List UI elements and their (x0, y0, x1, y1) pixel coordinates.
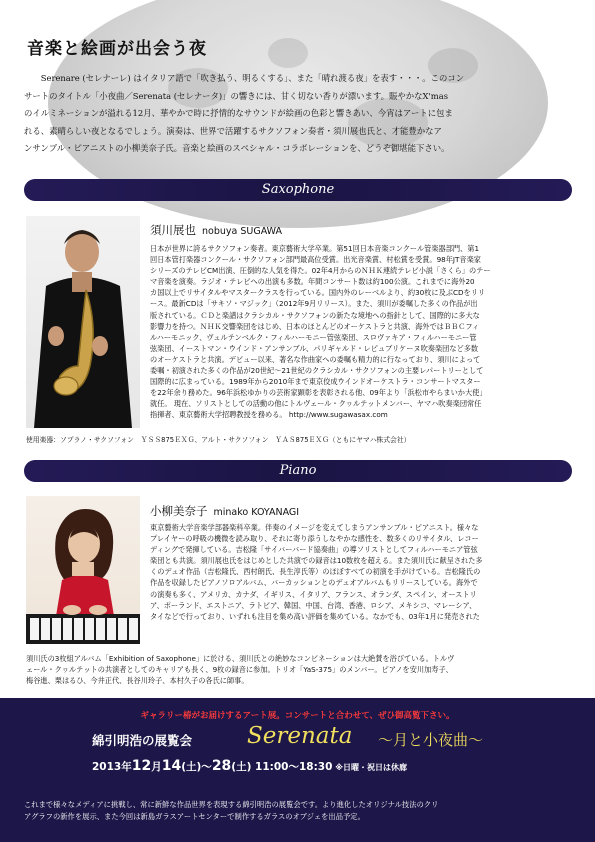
pianist-bio-continued (26, 653, 572, 686)
saxophonist-name-jp: 須川展也 (150, 223, 196, 237)
bio-line: プレイヤーの呼吸の機微を読み取り、それに寄り添うしなやかな感性を、数多くのリサイタル、レコー (150, 534, 479, 544)
bio-line: 須川氏の3枚組アルバム「Exhibition of Saxophone」に於ける、須川氏との絶妙なコンビネーションは大絶賛を浴びている。トルヴ (26, 654, 455, 663)
pianist-photo (26, 496, 140, 644)
date-start-day: 14 (161, 758, 182, 774)
pianist-name (150, 503, 299, 519)
bio-line: の演奏も多く、アメリカ、カナダ、イギリス、イタリア、フランス、オランダ、スペイン、オーストリ (150, 589, 477, 599)
bio-line: ルハーモニック、ヴュルテンベルク・フィルハーモニー管弦楽団、スロヴァキア・フィルハーモニー管 (150, 332, 477, 342)
date-end-weekday: (土) (231, 761, 252, 773)
exhibition-dates (92, 758, 407, 774)
instrument-note: 使用楽器：ソプラノ・サクソフォン ＹＳＳ875ＥＸＧ、アルト・サクソフォン ＹＡＳ875ＥＸＧ（ともにヤマハ株式会社） (26, 436, 411, 444)
bio-line: ース。最新CDは「サキソ・マジック」（2012年9月リリース）。また、須川が委嘱した多くの作品が出 (150, 299, 478, 309)
bio-line: 委嘱・初演された多くの作品が20世紀～21世紀のクラシカル・サクソフォンの主要レパートリーとして (150, 366, 484, 376)
intro-line: のイルミネーションが溢れる12月、華やかで時に抒情的なサウンドが絵画の色彩と響きあい、今宵はアートに包ま (24, 108, 453, 118)
pianist-bio (150, 522, 570, 622)
saxophonist-bio (150, 243, 570, 421)
bio-line: ェール・クヮルテットの共演者としてのキャリアも長く、9枚の録音に参加。トリオ「YaS-375」のメンバー。ピアノを安川加寿子、 (26, 665, 453, 675)
intro-line: サートのタイトル「小夜曲／Serenata (セレナータ)」の響きには、甘く切ない香りが漂います。賑やかなX'mas (24, 90, 449, 101)
date-end-day: 28 (211, 758, 232, 774)
intro-paragraph (24, 70, 572, 158)
exhibition-footer (0, 698, 595, 842)
exhibition-description (24, 799, 574, 823)
bio-line: タイなどで行っており、いずれも注目を集め高い評価を集めている。なかでも、03年1月に発売された (150, 611, 480, 621)
page-title: 音楽と絵画が出会う夜 (27, 39, 207, 59)
bio-line: を22年余り務めた。96年浜松ゆかりの芸術家顕彰を表彰される他、09年より「浜松市やらまいか大使」 (150, 388, 487, 398)
bio-line: マ音楽を演奏。ラジオ・テレビへの出演も多数。年間コンサート数は約100公演。これまでに海外20 (150, 277, 475, 287)
intro-line: れる、素晴らしい夜となるでしょう。演奏は、世界で活躍するサクソフォン奏者・須川展也氏と、才能豊かなア (24, 125, 442, 136)
bio-line: 東京藝術大学音楽学部器楽科卒業。伴奏のイメージを変えてしまうアンサンブル・ピアニスト。様々な (150, 523, 479, 532)
pianist-name-jp: 小柳美奈子 (150, 504, 208, 518)
intro-line: ンサンブル・ピアニストの小柳美奈子氏。音楽と絵画のスペシャル・コラボレーションを、どうぞ御堪能下さい。 (24, 143, 450, 153)
intro-line: Serenare (セレナーレ) はイタリア語で「吹き払う、明るくする」、また「晴れ渡る夜」を表す・・・。このコン (24, 73, 465, 83)
bio-line: ア、ポーランド、エストニア、ラトビア、韓国、中国、台湾、香港、ロシア、メキシコ、マレーシア、 (150, 600, 477, 610)
pianist-name-en: minako KOYANAGI (213, 507, 300, 518)
bio-line: 弦楽団、イーストマン・ウインド・アンサンブル、パリギャルド・レピュブリケーヌ吹奏楽団など多数 (150, 343, 479, 353)
bio-line: 回日本管打楽器コンクール・サクソフォン部門最高位受賞。出光音楽賞、村松賞を受賞。98年JT音楽家 (150, 255, 481, 265)
section-header-saxophone: Saxophone (24, 179, 572, 201)
date-year: 2013年 (92, 761, 132, 773)
exhibition-time: 11:00～18:30 (251, 761, 333, 773)
closed-days-note: ※日曜・祝日は休廊 (332, 763, 407, 772)
section-header-piano: Piano (24, 460, 572, 482)
bio-line: のオーケストラと共演。デビュー以来、著名な作曲家への委嘱も精力的に行なっており、須川によって (150, 354, 481, 364)
date-start-month: 12 (131, 758, 152, 774)
bio-line: シリーズのテレビCM出演、圧倒的な人気を得た。02年4月からのＮＨＫ連続テレビ小説「さくら」のテー (150, 266, 491, 276)
bio-line: 梅谷進、栗はるひ、今井正代、長谷川玲子、本村久子の各氏に師事。 (26, 676, 249, 686)
exhibition-subtitle: ～月と小夜曲～ (378, 731, 484, 749)
date-start-month-label: 月 (151, 761, 162, 773)
desc-line: アグラフの新作を展示、また今回は新島ガラスアートセンターで制作するガラスのオブジェを出品予定。 (24, 812, 365, 821)
saxophonist-name (150, 222, 282, 238)
saxophonist-name-en: nobuya SUGAWA (202, 226, 283, 237)
bio-line: 指揮者、東京藝術大学招聘教授を務める。 http://www.sugawasax.com (150, 410, 388, 420)
saxophonist-photo (26, 216, 140, 428)
gallery-notice: ギャラリー椿がお届けするアート展。コンサートと合わせて、ぜひ御高覧下さい。 (140, 711, 455, 721)
desc-line: これまで様々なメディアに挑戦し、常に新鮮な作品世界を表現する綿引明浩の展覧会です。より進化したオリジナル技法のクリ (24, 800, 439, 809)
exhibition-name: 綿引明浩の展覧会 (92, 733, 193, 748)
bio-line: 影響力を持つ。ＮＨＫ交響楽団をはじめ、日本のほとんどのオーケストラと共演、海外ではＢＢＣフィ (150, 321, 480, 331)
bio-line: 版されている。ＣＤと楽譜はクラシカル・サクソフォンの新たな境地への指針として、国際的に多大な (150, 310, 480, 320)
bio-line: くのデュオ作品（吉松隆氏、西村朗氏、長生淳氏等）のほぼすべての初演を手がけている。吉松隆氏の (150, 567, 481, 577)
bio-line: 就任。 現在、ソリストとしての活動の他にトルヴェール・クヮルテットメンバー、ヤマハ吹奏楽団常任 (150, 399, 482, 409)
date-start-weekday: (土)～ (181, 761, 212, 773)
bio-line: 楽団とも共演。須川展也氏をはじめとした共演での録音は10数枚を超える。また須川氏に献呈された多 (150, 556, 483, 566)
bio-line: 国際的に広まっている。1989年から2010年まで東京佼成ウインドオーケストラ・コンサートマスター (150, 377, 481, 387)
bio-line: ディングで発揮している。吉松隆「サイバーバード協奏曲」の導ソリストとしてフィルハーモニア管弦 (150, 545, 478, 555)
bio-line: 日本が世界に誇るサクソフォン奏者。東京藝術大学卒業。第51回日本音楽コンクール管楽器部門、第1 (150, 244, 480, 253)
bio-line: 作品を収録したピアノソロアルバム、バーカッションとのデュオアルバムもリリースしている。海外で (150, 578, 478, 588)
bio-line: カ国以上でリサイタルやマスタークラスを行っている。国内外のレーベルより、約30枚に及ぶCDをリリ (150, 288, 486, 298)
exhibition-title-serenata: Serenata (247, 723, 353, 749)
